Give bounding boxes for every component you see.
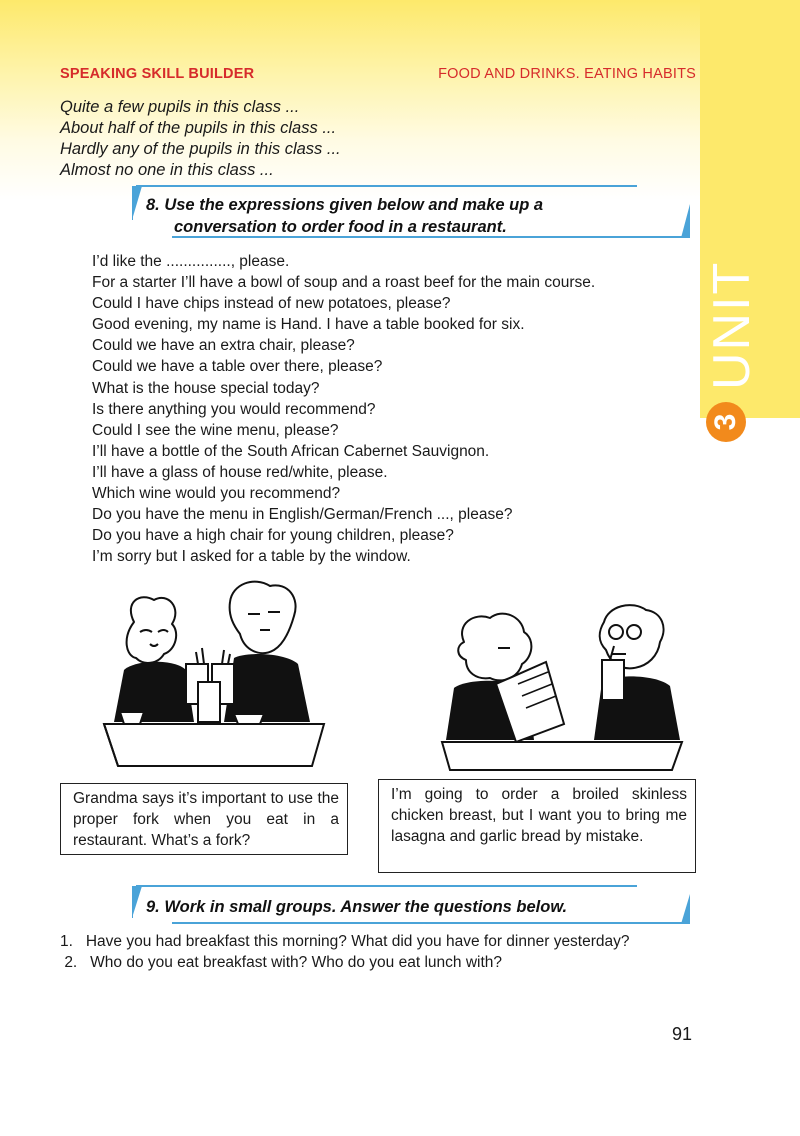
question-list [60, 931, 696, 973]
cartoon-left-illustration [84, 572, 346, 768]
task-9-title: 9. Work in small groups. Answer the questions below. [146, 898, 568, 916]
cartoon-right-illustration [436, 592, 686, 772]
question-item: 1. Have you had breakfast this morning? What did you have for dinner yesterday? [60, 933, 630, 950]
unit-number-badge: 3 [706, 402, 746, 442]
intro-lines [60, 97, 341, 181]
expression-item: Good evening, my name is Hand. I have a table booked for six. [92, 316, 525, 334]
expression-item: Which wine would you recommend? [92, 485, 341, 503]
expression-item: I’m sorry but I asked for a table by the window. [92, 548, 411, 566]
intro-line: About half of the pupils in this class ... [60, 119, 337, 137]
unit-label: UNIT [703, 260, 761, 390]
expression-item: Is there anything you would recommend? [92, 400, 376, 418]
expression-item: Could we have a table over there, please? [92, 358, 383, 376]
task-8-heading [132, 184, 694, 240]
expression-item: For a starter I’ll have a bowl of soup and a roast beef for the main course. [92, 274, 596, 292]
caption-right: I’m going to order a broiled skinless chicken breast, but I want you to bring me lasagna and garlic bread by mistake. [378, 779, 696, 873]
section-title: SPEAKING SKILL BUILDER [60, 66, 255, 82]
intro-line: Hardly any of the pupils in this class ... [60, 140, 341, 158]
question-item: 2. Who do you eat breakfast with? Who do you eat lunch with? [60, 954, 503, 971]
intro-line: Quite a few pupils in this class ... [60, 98, 300, 116]
expression-item: Could I see the wine menu, please? [92, 421, 339, 439]
expression-item: Do you have the menu in English/German/French ..., please? [92, 506, 513, 524]
topic-title: FOOD AND DRINKS. EATING HABITS [438, 66, 696, 82]
task-8-title-line2: conversation to order food in a restaurant. [174, 218, 507, 236]
task-9-heading [132, 884, 694, 928]
intro-line: Almost no one in this class ... [60, 161, 274, 179]
expression-item: Do you have a high chair for young children, please? [92, 527, 454, 545]
expression-item: What is the house special today? [92, 379, 320, 397]
page-number: 91 [672, 1024, 693, 1044]
expression-item: I’ll have a glass of house red/white, please. [92, 463, 388, 481]
caption-left: Grandma says it’s important to use the proper fork when you eat in a restaurant. What’s a fork? [60, 783, 348, 855]
expression-item: Could we have an extra chair, please? [92, 337, 355, 355]
expression-list [92, 251, 595, 567]
expression-item: I’d like the ..............., please. [92, 253, 290, 270]
task-8-title-line1: 8. Use the expressions given below and make up a [146, 196, 544, 214]
expression-item: I’ll have a bottle of the South African Cabernet Sauvignon. [92, 442, 490, 460]
expression-item: Could I have chips instead of new potatoes, please? [92, 295, 451, 313]
